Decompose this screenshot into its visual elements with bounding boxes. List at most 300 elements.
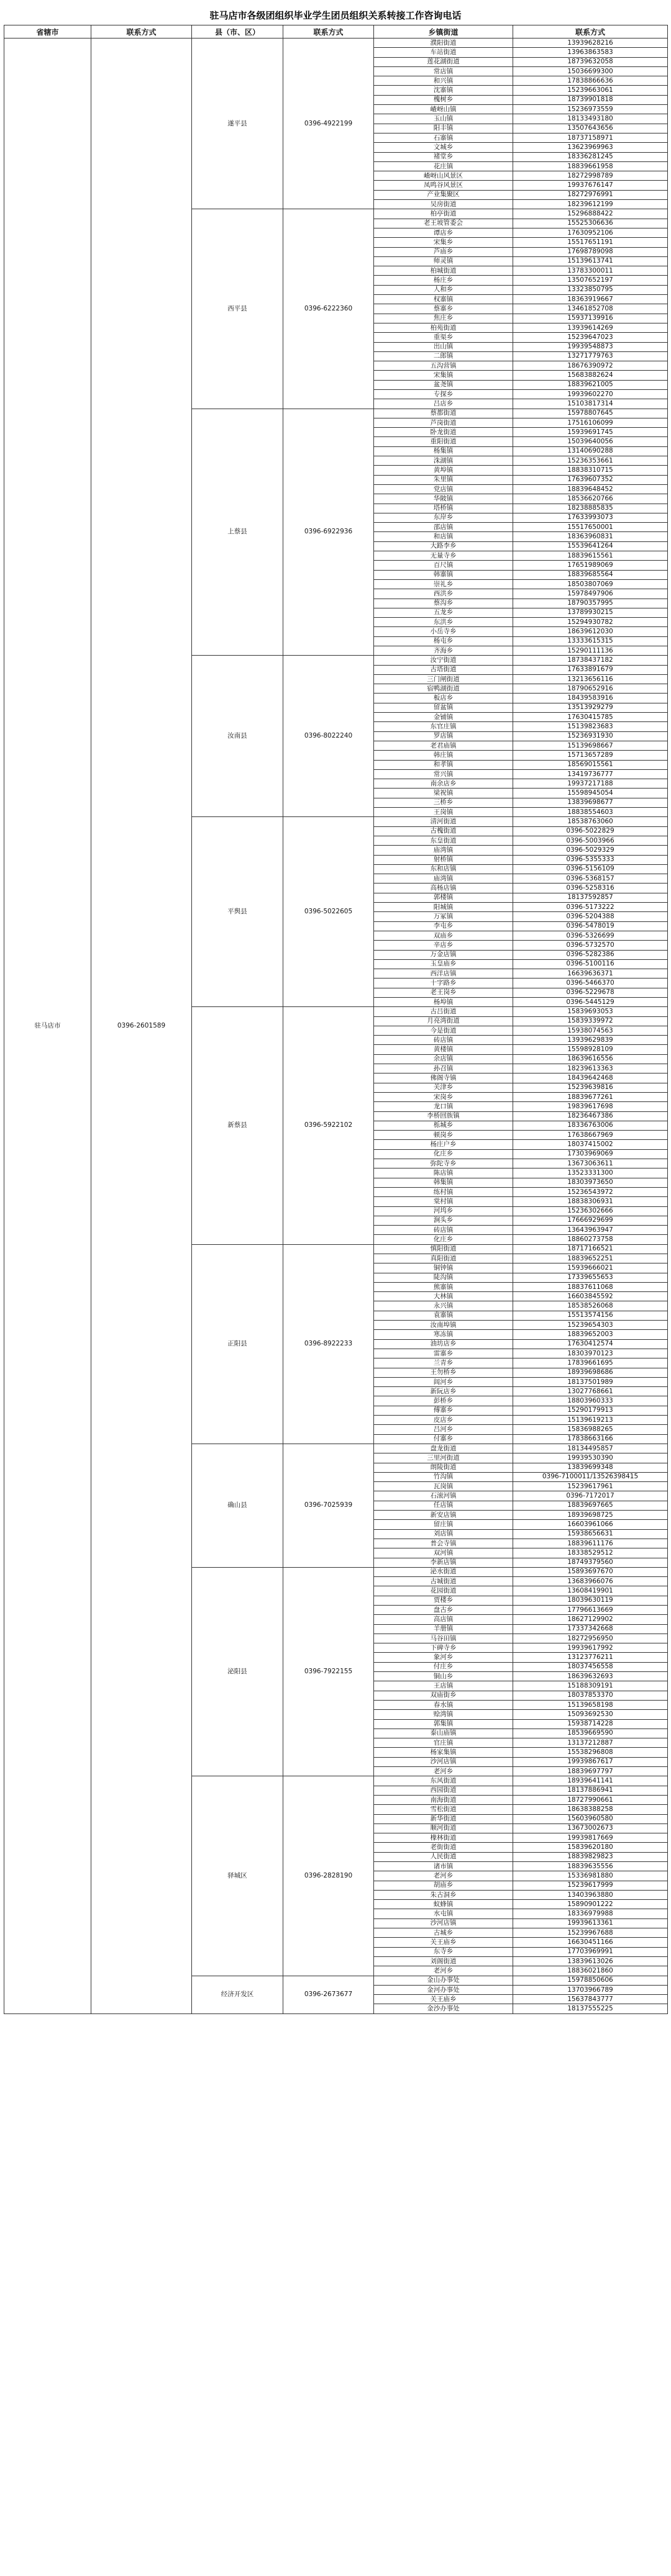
town-phone: 19939613361 — [513, 1918, 668, 1928]
town-name: 化庄乡 — [374, 1235, 513, 1244]
town-phone: 18639612030 — [513, 627, 668, 636]
town-phone: 18336281245 — [513, 152, 668, 161]
town-name: 百尺镇 — [374, 561, 513, 570]
town-phone: 18939698686 — [513, 1368, 668, 1377]
town-name: 栎城乡 — [374, 1121, 513, 1130]
town-phone: 15939666021 — [513, 1263, 668, 1273]
town-phone: 13963863583 — [513, 48, 668, 57]
town-name: 胡庙乡 — [374, 1881, 513, 1890]
town-name: 南余店乡 — [374, 779, 513, 789]
town-phone: 15978850606 — [513, 1976, 668, 1985]
town-name: 党店镇 — [374, 484, 513, 494]
town-phone: 15239639816 — [513, 1083, 668, 1092]
town-name: 砖店镇 — [374, 1036, 513, 1045]
town-phone: 15239617961 — [513, 1482, 668, 1491]
town-name: 练村镇 — [374, 1187, 513, 1196]
town-name: 双庙乡 — [374, 931, 513, 940]
town-name: 金河办事处 — [374, 1985, 513, 1994]
town-phone: 15139658198 — [513, 1700, 668, 1709]
town-name: 花园街道 — [374, 1586, 513, 1596]
town-phone: 15294930782 — [513, 618, 668, 627]
town-phone: 18839685564 — [513, 570, 668, 579]
town-name: 西洋店镇 — [374, 969, 513, 978]
town-phone: 13123776211 — [513, 1653, 668, 1662]
town-phone: 18303973650 — [513, 1178, 668, 1187]
town-name: 杨庄乡 — [374, 276, 513, 285]
town-phone: 15603960580 — [513, 1814, 668, 1824]
header-town-phone: 联系方式 — [513, 25, 668, 38]
town-phone: 0396-5732570 — [513, 941, 668, 950]
town-name: 凤鸣谷风景区 — [374, 181, 513, 190]
town-name: 人和乡 — [374, 285, 513, 294]
town-name: 柏亭街道 — [374, 209, 513, 219]
town-name: 留盆镇 — [374, 703, 513, 712]
town-phone: 13213656116 — [513, 674, 668, 684]
town-phone: 16603961066 — [513, 1520, 668, 1529]
town-phone: 18839829823 — [513, 1852, 668, 1861]
town-name: 杨庄户乡 — [374, 1140, 513, 1149]
town-name: 万金店镇 — [374, 950, 513, 959]
town-name: 瓦岗镇 — [374, 1482, 513, 1491]
town-phone: 18749379560 — [513, 1558, 668, 1567]
town-phone: 18569015561 — [513, 760, 668, 769]
town-name: 老王坡管委会 — [374, 219, 513, 228]
town-phone: 0396-5029329 — [513, 846, 668, 855]
town-name: 嵖岈山风景区 — [374, 171, 513, 181]
town-phone: 13137212887 — [513, 1738, 668, 1748]
town-name: 韩庄镇 — [374, 751, 513, 760]
town-name: 顿岗乡 — [374, 1131, 513, 1140]
town-name: 师灵镇 — [374, 256, 513, 266]
town-phone: 18037415002 — [513, 1140, 668, 1149]
town-phone: 19939817669 — [513, 1833, 668, 1843]
town-phone: 13523331300 — [513, 1168, 668, 1178]
town-phone: 18739632058 — [513, 57, 668, 66]
town-phone: 13027768661 — [513, 1387, 668, 1396]
town-name: 蔡都街道 — [374, 409, 513, 418]
town-phone: 13507643656 — [513, 124, 668, 133]
town-name: 五龙乡 — [374, 608, 513, 617]
town-name: 东寺乡 — [374, 1947, 513, 1956]
town-phone: 18338529512 — [513, 1548, 668, 1558]
header-row — [4, 25, 668, 38]
town-name: 朱里镇 — [374, 475, 513, 484]
town-phone: 18536620766 — [513, 494, 668, 504]
town-name: 古城乡 — [374, 1928, 513, 1938]
town-name: 郭集镇 — [374, 1719, 513, 1729]
town-name: 古城街道 — [374, 1577, 513, 1586]
county-phone: 0396-7922155 — [283, 1567, 374, 1776]
town-phone: 18363919667 — [513, 295, 668, 304]
town-name: 春水镇 — [374, 1700, 513, 1709]
town-name: 古槐街道 — [374, 826, 513, 836]
town-phone: 15236931930 — [513, 731, 668, 741]
town-name: 小岳寺乡 — [374, 627, 513, 636]
county-name: 上蔡县 — [192, 409, 283, 656]
town-phone: 15236973559 — [513, 105, 668, 114]
town-name: 蚁蜂镇 — [374, 1900, 513, 1909]
town-name: 沈寨镇 — [374, 86, 513, 95]
town-phone: 15978807645 — [513, 409, 668, 418]
town-phone: 15039640056 — [513, 437, 668, 446]
town-name: 孙召镇 — [374, 1064, 513, 1073]
town-name: 沙河店镇 — [374, 1918, 513, 1928]
town-phone: 18439642468 — [513, 1073, 668, 1083]
town-name: 韩集镇 — [374, 1178, 513, 1187]
town-name: 郭楼镇 — [374, 893, 513, 902]
town-phone: 19839617698 — [513, 1102, 668, 1111]
town-phone: 18838306931 — [513, 1197, 668, 1206]
city-phone: 0396-2601589 — [91, 38, 192, 2014]
town-name: 金沙办事处 — [374, 2004, 513, 2013]
town-name: 南海街道 — [374, 1795, 513, 1804]
town-name: 玉皇庙乡 — [374, 959, 513, 969]
town-phone: 18137592857 — [513, 893, 668, 902]
town-name: 今是街道 — [374, 1026, 513, 1035]
town-phone: 0396-5156109 — [513, 864, 668, 874]
header-city-phone: 联系方式 — [91, 25, 192, 38]
town-name: 庙湾镇 — [374, 846, 513, 855]
town-phone: 17638667969 — [513, 1131, 668, 1140]
town-phone: 13673002673 — [513, 1824, 668, 1833]
town-phone: 0396-7172017 — [513, 1491, 668, 1501]
county-name: 驿城区 — [192, 1776, 283, 1976]
town-phone: 0396-5326699 — [513, 931, 668, 940]
town-phone: 13507652197 — [513, 276, 668, 285]
town-name: 泰山庙镇 — [374, 1729, 513, 1738]
town-name: 清河街道 — [374, 817, 513, 826]
town-name: 芦庙乡 — [374, 247, 513, 256]
county-phone: 0396-5922102 — [283, 1007, 374, 1244]
town-phone: 17633993073 — [513, 513, 668, 522]
county-name: 正阳县 — [192, 1244, 283, 1444]
town-phone: 15893697670 — [513, 1567, 668, 1576]
town-name: 崇礼乡 — [374, 579, 513, 589]
town-phone: 15839339972 — [513, 1016, 668, 1026]
town-name: 三桥乡 — [374, 798, 513, 807]
county-phone: 0396-6922936 — [283, 409, 374, 656]
county-phone: 0396-2828190 — [283, 1776, 374, 1976]
town-phone: 15938074563 — [513, 1026, 668, 1035]
town-name: 沙河店镇 — [374, 1757, 513, 1766]
town-name: 化庄乡 — [374, 1149, 513, 1159]
town-name: 棠村镇 — [374, 1197, 513, 1206]
town-phone: 18739901818 — [513, 95, 668, 104]
town-phone: 18137501989 — [513, 1377, 668, 1386]
town-name: 卧龙街道 — [374, 428, 513, 437]
town-phone: 18839697665 — [513, 1501, 668, 1510]
town-phone: 15839693053 — [513, 1007, 668, 1016]
town-phone: 15939691745 — [513, 428, 668, 437]
town-phone: 18836021860 — [513, 1966, 668, 1976]
town-name: 古塔街道 — [374, 665, 513, 674]
town-name: 常兴镇 — [374, 769, 513, 779]
town-phone: 13783300011 — [513, 266, 668, 276]
town-name: 河坞乡 — [374, 1206, 513, 1216]
town-name: 黄楼镇 — [374, 1045, 513, 1054]
town-name: 贾楼乡 — [374, 1596, 513, 1605]
page-title: 驻马店市各级团组织毕业学生团员组织关系转接工作咨询电话 — [209, 10, 462, 21]
town-phone: 15188309191 — [513, 1681, 668, 1691]
town-phone: 13939628216 — [513, 38, 668, 48]
town-phone: 18539669590 — [513, 1729, 668, 1738]
town-phone: 18137555225 — [513, 2004, 668, 2013]
city-name: 驻马店市 — [4, 38, 91, 2014]
town-name: 永兴镇 — [374, 1301, 513, 1311]
town-phone: 15139613741 — [513, 256, 668, 266]
county-phone: 0396-8922233 — [283, 1244, 374, 1444]
town-phone: 15598928109 — [513, 1045, 668, 1054]
town-phone: 15093692530 — [513, 1710, 668, 1719]
county-name: 确山县 — [192, 1444, 283, 1567]
town-phone: 13839613026 — [513, 1956, 668, 1966]
town-phone: 13703966789 — [513, 1985, 668, 1994]
town-phone: 17838663166 — [513, 1434, 668, 1444]
town-phone: 15236353661 — [513, 456, 668, 466]
town-name: 老街街道 — [374, 1843, 513, 1852]
town-phone: 18738437182 — [513, 656, 668, 665]
town-name: 朱古洞乡 — [374, 1890, 513, 1899]
town-name: 盘古乡 — [374, 1605, 513, 1614]
header-county-phone: 联系方式 — [283, 25, 374, 38]
town-phone: 0396-7100011/13526398415 — [513, 1472, 668, 1481]
town-phone: 19939602270 — [513, 389, 668, 399]
town-phone: 18239613363 — [513, 1064, 668, 1073]
town-phone: 15839620180 — [513, 1843, 668, 1852]
town-phone: 16639636371 — [513, 969, 668, 978]
town-name: 吴房街道 — [374, 200, 513, 209]
town-name: 铜钟镇 — [374, 1263, 513, 1273]
town-name: 新华街道 — [374, 1814, 513, 1824]
town-phone: 13461852708 — [513, 304, 668, 314]
town-phone: 0396-5022829 — [513, 826, 668, 836]
county-phone: 0396-5022605 — [283, 817, 374, 1007]
town-name: 涧头乡 — [374, 1216, 513, 1225]
town-phone: 18272976991 — [513, 190, 668, 199]
town-phone: 18538763060 — [513, 817, 668, 826]
town-name: 出山镇 — [374, 342, 513, 351]
town-name: 弥陀寺乡 — [374, 1159, 513, 1168]
town-phone: 15336981880 — [513, 1871, 668, 1881]
town-name: 盘龙街道 — [374, 1444, 513, 1453]
county-name: 新蔡县 — [192, 1007, 283, 1244]
town-phone: 18838554603 — [513, 808, 668, 817]
town-phone: 18860273758 — [513, 1235, 668, 1244]
town-name: 兰青乡 — [374, 1358, 513, 1368]
town-name: 留庄镇 — [374, 1520, 513, 1529]
town-name: 和兴镇 — [374, 76, 513, 86]
town-name: 蔡沟乡 — [374, 599, 513, 608]
town-name: 柏城街道 — [374, 266, 513, 276]
town-phone: 18272956950 — [513, 1634, 668, 1643]
town-name: 吕河乡 — [374, 1425, 513, 1434]
town-phone: 18839611176 — [513, 1539, 668, 1548]
town-phone: 13673063611 — [513, 1159, 668, 1168]
town-phone: 17639607352 — [513, 475, 668, 484]
town-name: 西园街道 — [374, 1786, 513, 1795]
town-phone: 13323850795 — [513, 285, 668, 294]
town-name: 文城乡 — [374, 143, 513, 152]
town-name: 袁寨镇 — [374, 1311, 513, 1320]
town-name: 象河乡 — [374, 1653, 513, 1662]
town-name: 石滚河镇 — [374, 1491, 513, 1501]
town-phone: 18627129902 — [513, 1615, 668, 1624]
town-name: 彭桥乡 — [374, 1396, 513, 1406]
town-name: 东风街道 — [374, 1776, 513, 1786]
town-name: 和店镇 — [374, 532, 513, 541]
town-name: 三里河街道 — [374, 1453, 513, 1463]
town-name: 辛店乡 — [374, 941, 513, 950]
town-name: 杨埠镇 — [374, 997, 513, 1006]
town-phone: 17796613669 — [513, 1605, 668, 1614]
town-name: 蔡寨乡 — [374, 304, 513, 314]
town-name: 东皇街道 — [374, 836, 513, 845]
town-name: 莲花湖街道 — [374, 57, 513, 66]
town-phone: 15139698667 — [513, 741, 668, 750]
town-phone: 0396-5355333 — [513, 855, 668, 864]
town-name: 汝南埠镇 — [374, 1321, 513, 1330]
town-phone: 19939867617 — [513, 1757, 668, 1766]
town-name: 普会寺镇 — [374, 1539, 513, 1548]
town-phone: 19939548873 — [513, 342, 668, 351]
town-name: 常店镇 — [374, 66, 513, 76]
town-phone: 13939629839 — [513, 1036, 668, 1045]
town-name: 大路李乡 — [374, 541, 513, 551]
town-name: 关王庙乡 — [374, 1938, 513, 1947]
town-phone: 13333615315 — [513, 636, 668, 646]
town-phone: 13403963880 — [513, 1890, 668, 1899]
town-name: 重渠乡 — [374, 333, 513, 342]
town-name: 齐海乡 — [374, 646, 513, 656]
town-phone: 18837611068 — [513, 1282, 668, 1291]
town-name: 李桥回族镇 — [374, 1111, 513, 1121]
town-phone: 18803960333 — [513, 1396, 668, 1406]
town-name: 和孝镇 — [374, 760, 513, 769]
town-name: 东和店镇 — [374, 864, 513, 874]
town-name: 李新店镇 — [374, 1558, 513, 1567]
town-phone: 18336979988 — [513, 1909, 668, 1918]
town-phone: 15937139916 — [513, 314, 668, 323]
town-phone: 15539641264 — [513, 541, 668, 551]
header-city: 省辖市 — [4, 25, 91, 38]
town-phone: 17839661695 — [513, 1358, 668, 1368]
town-name: 皮店乡 — [374, 1416, 513, 1425]
town-phone: 18037456558 — [513, 1662, 668, 1671]
town-phone: 15938656631 — [513, 1529, 668, 1539]
town-name: 刘阁街道 — [374, 1956, 513, 1966]
town-name: 关王庙乡 — [374, 1995, 513, 2004]
town-name: 东官庄镇 — [374, 722, 513, 731]
town-phone: 17633891679 — [513, 665, 668, 674]
town-name: 闾河乡 — [374, 1377, 513, 1386]
town-name: 二郎镇 — [374, 351, 513, 361]
town-name: 下碑寺乡 — [374, 1643, 513, 1653]
town-name: 油坊店乡 — [374, 1339, 513, 1349]
town-name: 邵店镇 — [374, 523, 513, 532]
town-name: 慎阳街道 — [374, 1244, 513, 1254]
town-phone: 15713657289 — [513, 751, 668, 760]
town-phone: 17303969069 — [513, 1149, 668, 1159]
town-name: 人民街道 — [374, 1852, 513, 1861]
town-name: 褚堂乡 — [374, 152, 513, 161]
town-name: 佛阁寺镇 — [374, 1073, 513, 1083]
town-phone: 19939530390 — [513, 1453, 668, 1463]
town-name: 宋岗乡 — [374, 1092, 513, 1101]
town-name: 金铺镇 — [374, 713, 513, 722]
town-name: 权寨镇 — [374, 295, 513, 304]
town-name: 吕店乡 — [374, 399, 513, 409]
town-phone: 15103817314 — [513, 399, 668, 409]
town-name: 嵖岈山镇 — [374, 105, 513, 114]
town-name: 十字路乡 — [374, 978, 513, 988]
town-name: 付寨乡 — [374, 1434, 513, 1444]
town-phone: 0396-5445129 — [513, 997, 668, 1006]
town-name: 华陂镇 — [374, 494, 513, 504]
town-name: 专探乡 — [374, 389, 513, 399]
town-phone: 18839697797 — [513, 1767, 668, 1776]
town-phone: 15517650001 — [513, 523, 668, 532]
town-phone: 18676390972 — [513, 361, 668, 371]
town-name: 谭店乡 — [374, 228, 513, 237]
town-name: 傅寨乡 — [374, 1406, 513, 1415]
town-name: 陈店镇 — [374, 1168, 513, 1178]
town-phone: 13623969963 — [513, 143, 668, 152]
town-name: 板店乡 — [374, 694, 513, 703]
town-name: 汝宁街道 — [374, 656, 513, 665]
town-name: 焦庄乡 — [374, 314, 513, 323]
town-phone: 18538526068 — [513, 1301, 668, 1311]
town-name: 高店镇 — [374, 1615, 513, 1624]
town-phone: 13683966076 — [513, 1577, 668, 1586]
town-phone: 18838310715 — [513, 466, 668, 475]
town-phone: 15598945054 — [513, 789, 668, 798]
town-phone: 17516106099 — [513, 418, 668, 427]
town-phone: 19939617992 — [513, 1643, 668, 1653]
town-name: 熊寨镇 — [374, 1282, 513, 1291]
town-name: 杨集镇 — [374, 446, 513, 456]
town-name: 金山办事处 — [374, 1976, 513, 1985]
town-phone: 17339655653 — [513, 1273, 668, 1282]
town-phone: 18239612199 — [513, 200, 668, 209]
county-name: 泌阳县 — [192, 1567, 283, 1776]
town-name: 重阳街道 — [374, 437, 513, 446]
town-name: 官庄镇 — [374, 1738, 513, 1748]
town-phone: 18839635556 — [513, 1862, 668, 1871]
town-phone: 18133493180 — [513, 114, 668, 124]
town-phone: 15637843777 — [513, 1995, 668, 2004]
town-phone: 18638388258 — [513, 1805, 668, 1814]
town-phone: 15239654303 — [513, 1321, 668, 1330]
town-phone: 15296888422 — [513, 209, 668, 219]
town-phone: 0396-5478019 — [513, 921, 668, 931]
town-name: 余店镇 — [374, 1054, 513, 1064]
town-phone: 16630451166 — [513, 1938, 668, 1947]
town-phone: 0396-5100116 — [513, 959, 668, 969]
town-name: 陡沟镇 — [374, 1273, 513, 1282]
town-phone: 15239617999 — [513, 1881, 668, 1890]
table-row — [4, 38, 668, 48]
town-phone: 15139619213 — [513, 1416, 668, 1425]
county-phone: 0396-8022240 — [283, 656, 374, 817]
town-name: 泌水街道 — [374, 1567, 513, 1576]
county-name: 遂平县 — [192, 38, 283, 209]
town-phone: 13419736777 — [513, 769, 668, 779]
town-phone: 18839661958 — [513, 161, 668, 171]
town-name: 竹沟镇 — [374, 1472, 513, 1481]
town-name: 橡林街道 — [374, 1833, 513, 1843]
town-phone: 15290179913 — [513, 1406, 668, 1415]
county-phone: 0396-4922199 — [283, 38, 374, 209]
